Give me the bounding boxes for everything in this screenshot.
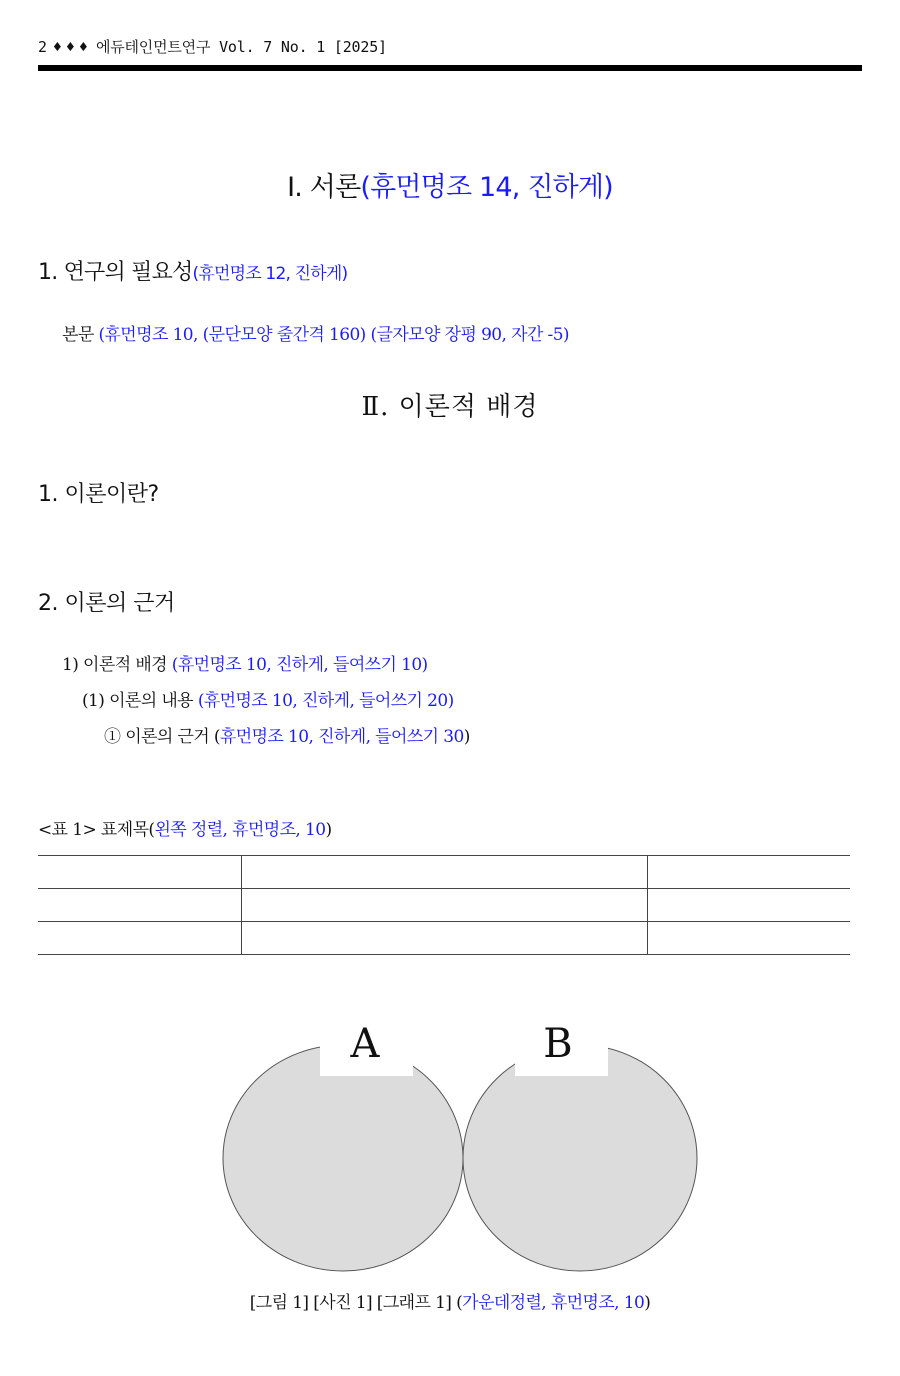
table-caption: <표 1> 표제목(왼쪽 정렬, 휴먼명조, 10) <box>38 820 332 840</box>
section-2-title: Ⅱ. 이론적 배경 <box>361 392 539 422</box>
body-text: 본문 (휴먼명조 10, (문단모양 줄간격 160) (글자모양 장평 90, 자간 -5) <box>62 325 569 345</box>
venn-label-a: A <box>350 1021 380 1067</box>
heading-2-2: 2. 이론의 근거 <box>38 591 175 616</box>
section-1-title: Ⅰ. 서론(휴먼명조 14, 진하게) <box>287 172 613 203</box>
list-item-level-2: (1) 이론의 내용 (휴먼명조 10, 진하게, 들어쓰기 20) <box>82 691 454 711</box>
heading-1: 1. 연구의 필요성(휴먼명조 12, 진하게) <box>38 260 348 285</box>
list-item-level-3: ① 이론의 근거 (휴먼명조 10, 진하게, 들어쓰기 30) <box>104 727 470 747</box>
venn-circle-b-fill <box>463 1045 697 1271</box>
heading-2-1: 1. 이론이란? <box>38 482 159 507</box>
journal-title: 에듀테인먼트연구 Vol. 7 No. 1 [2025] <box>95 38 387 56</box>
drop-icons: ♦♦♦ <box>52 38 92 56</box>
figure-caption: [그림 1] [사진 1] [그래프 1] (가운데정렬, 휴먼명조, 10) <box>249 1293 651 1313</box>
page-number: 2 <box>38 38 47 56</box>
list-item-level-1: 1) 이론적 배경 (휴먼명조 10, 진하게, 들여쓰기 10) <box>62 655 428 675</box>
section-1-note: (휴먼명조 14, 진하게) <box>360 172 613 203</box>
venn-circle-a-fill <box>223 1045 463 1271</box>
venn-label-b: B <box>543 1021 573 1067</box>
body-text-note: (휴먼명조 10, (문단모양 줄간격 160) (글자모양 장평 90, 자간 -5) <box>98 325 569 345</box>
heading-1-note: (휴먼명조 12, 진하게) <box>192 264 348 284</box>
